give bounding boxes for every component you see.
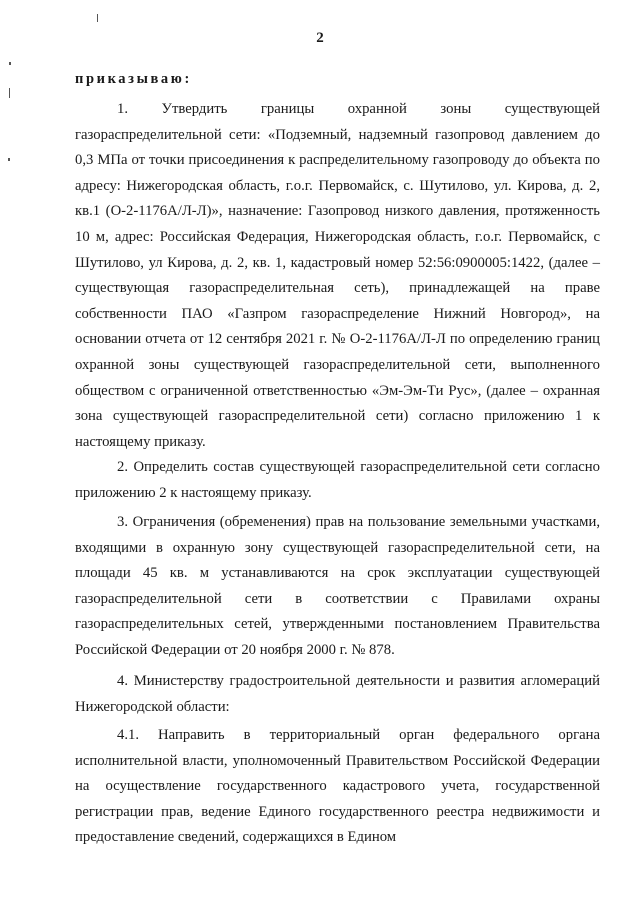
paragraph-4-1: 4.1. Направить в территориальный орган федерального органа исполнительной власти, уполномоченный Правительством Российской Федерации на осуществление государственного кадастрового учета, государственной регистрации прав, ведение Единого государственного реестра недвижимости и предоставление сведений, содержащихся в Едином	[75, 727, 600, 846]
page-number: 2	[316, 30, 324, 46]
paragraph-3: 3. Ограничения (обременения) прав на пользование земельными участками, входящими в охранную зону существующей газораспределительной сети, на площади 45 кв. м устанавливаются на срок эксплуатации существующей газораспределительной сети в соответствии с Правилами охраны газораспределительных сетей, утвержденными постановлением Правительства Российской Федерации от 20 ноября 2000 г. № 878.	[75, 514, 600, 658]
scan-artifact-mark	[97, 14, 98, 22]
order-heading: приказываю:	[75, 71, 192, 87]
scan-artifact-mark	[9, 62, 11, 65]
paragraph-2: 2. Определить состав существующей газораспределительной сети согласно приложению 2 к настоящему приказу.	[75, 459, 600, 501]
scan-artifact-mark	[8, 158, 10, 161]
paragraph-4: 4. Министерству градостроительной деятельности и развития агломераций Нижегородской области:	[75, 673, 600, 715]
paragraph-1: 1. Утвердить границы охранной зоны существующей газораспределительной сети: «Подземный, надземный газопровод давлением до 0,3 МПа от точки присоединения к распределительному газопроводу до объекта по адресу: Нижегородская область, г.о.г. Первомайск, с. Шутилово, ул. Кирова, д. 2, кв.1 (О-2-1176А/Л-Л)», назначение: Газопровод низкого давления, протяженность 10 м, адрес: Российская Федерация, Нижегородская область, г.о.г. Первомайск, с Шутилово, ул Кирова, д. 2, кв. 1, кадастровый номер 52:56:0900005:1422, (далее – существующая газораспределительная сеть), принадлежащей на праве собственности ПАО «Газпром газораспределение Нижний Новгород», на основании отчета от 12 сентября 2021 г. № О-2-1176А/Л-Л по определению границ охранной зоны существующей газораспределительной сети, выполненного обществом с ограниченной ответственностью «Эм-Эм-Ти Рус», (далее – охранная зона существующей газораспределительной сети) согласно приложению 1 к настоящему приказу.	[75, 101, 600, 450]
scan-artifact-mark	[9, 88, 10, 98]
